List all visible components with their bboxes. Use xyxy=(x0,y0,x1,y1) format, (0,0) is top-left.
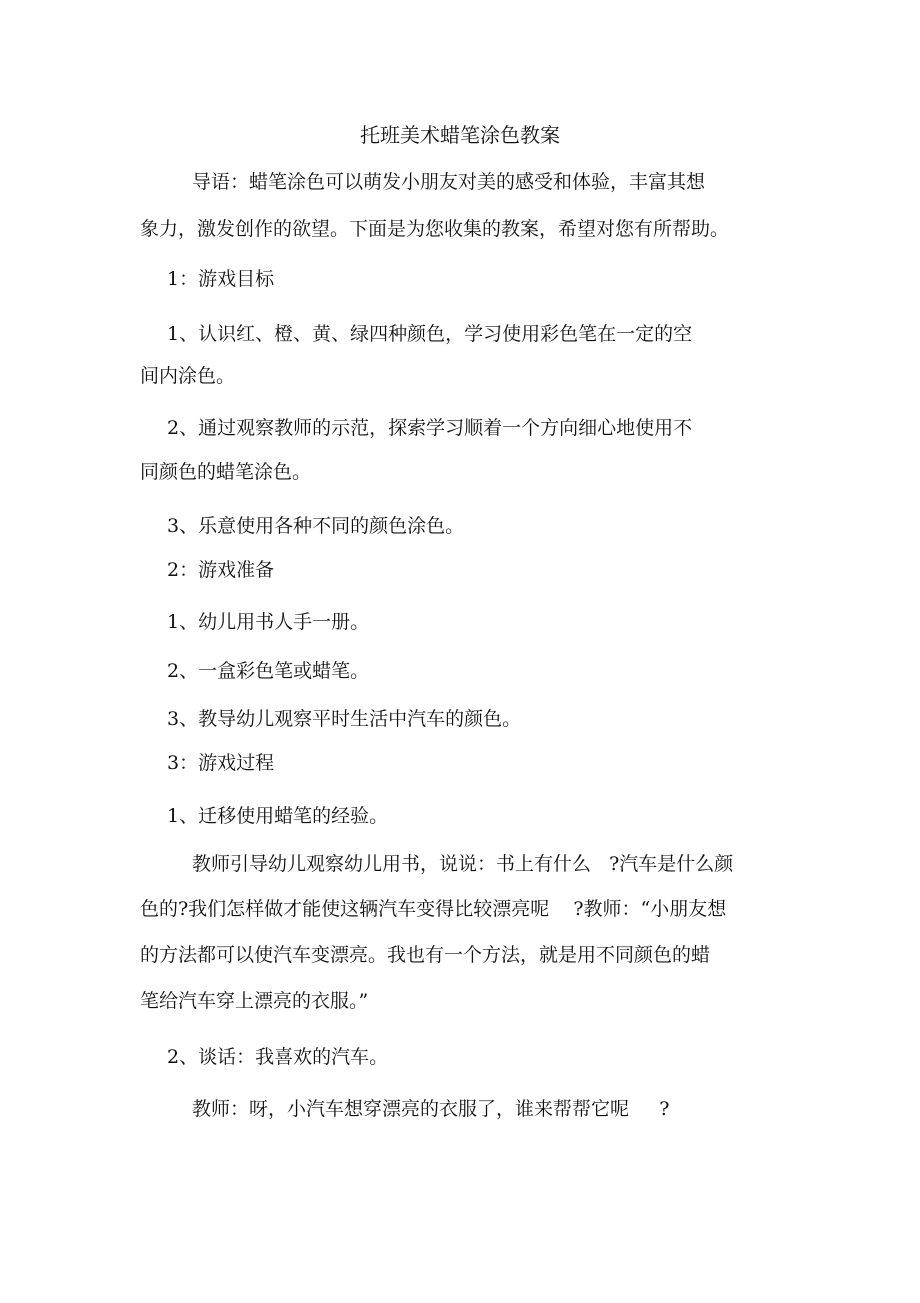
section-heading-preparation: 2：游戏准备 xyxy=(167,559,275,581)
section-heading-process: 3：游戏过程 xyxy=(167,752,275,774)
intro-line-1: 导语：蜡笔涂色可以萌发小朋友对美的感受和体验，丰富其想 xyxy=(192,171,706,193)
preparation-3: 3、教导幼儿观察平时生活中汽车的颜色。 xyxy=(167,708,522,730)
process-1-paragraph-line-2: 色的?我们怎样做才能使这辆汽车变得比较漂亮呢 ?教师：“小朋友想 xyxy=(140,898,727,920)
process-1-paragraph-line-4: 笔给汽车穿上漂亮的衣服。” xyxy=(140,990,369,1012)
process-1-paragraph-line-1: 教师引导幼儿观察幼儿用书，说说：书上有什么 ?汽车是什么颜 xyxy=(192,853,734,875)
goal-2-line-2: 同颜色的蜡笔涂色。 xyxy=(140,461,312,483)
process-1: 1、迁移使用蜡笔的经验。 xyxy=(167,805,389,827)
document-title: 托班美术蜡笔涂色教案 xyxy=(360,123,560,147)
goal-1-line-2: 间内涂色。 xyxy=(140,365,236,387)
goal-2-line-1: 2、通过观察教师的示范，探索学习顺着一个方向细心地使用不 xyxy=(167,417,693,439)
intro-line-2: 象力，激发创作的欲望。下面是为您收集的教案，希望对您有所帮助。 xyxy=(140,218,730,240)
preparation-1: 1、幼儿用书人手一册。 xyxy=(167,611,370,633)
process-2: 2、谈话：我喜欢的汽车。 xyxy=(167,1046,389,1068)
section-heading-goals: 1：游戏目标 xyxy=(167,268,275,290)
process-1-paragraph-line-3: 的方法都可以使汽车变漂亮。我也有一个方法，就是用不同颜色的蜡 xyxy=(140,944,711,966)
preparation-2: 2、一盒彩色笔或蜡笔。 xyxy=(167,660,370,682)
process-2-paragraph-line-1: 教师：呀，小汽车想穿漂亮的衣服了，谁来帮帮它呢 ? xyxy=(192,1098,670,1120)
goal-3: 3、乐意使用各种不同的颜色涂色。 xyxy=(167,515,465,537)
goal-1-line-1: 1、认识红、橙、黄、绿四种颜色，学习使用彩色笔在一定的空 xyxy=(167,323,693,345)
